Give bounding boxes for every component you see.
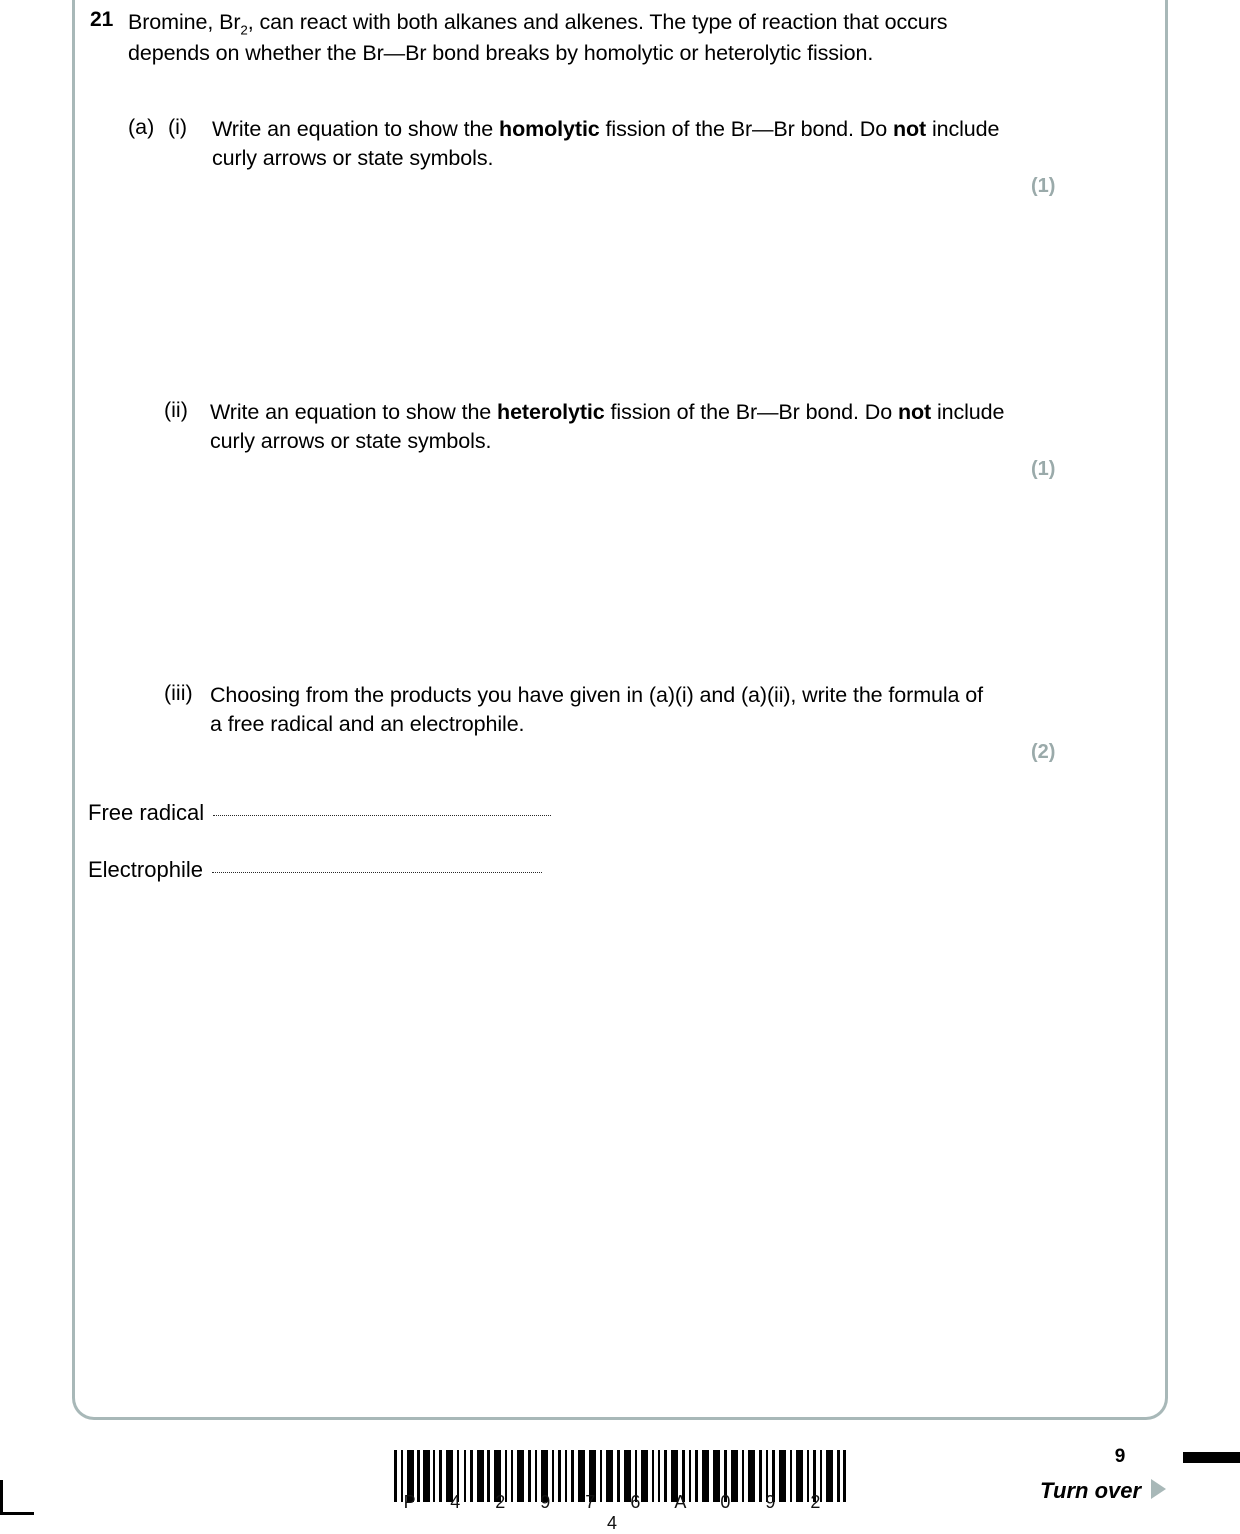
part-a-ii-text <box>210 398 1028 455</box>
part-label-a: (a) <box>128 115 155 139</box>
paii-t3: include curly arrows or state symbols. <box>210 400 1005 453</box>
paii-bold-heterolytic: heterolytic <box>497 400 605 424</box>
pai-t2: fission of the Br—Br bond. Do <box>599 117 893 141</box>
pai-bold-homolytic: homolytic <box>499 117 600 141</box>
question-21 <box>90 8 1240 68</box>
registration-bar-right <box>1183 1452 1240 1463</box>
answer-row-free-radical <box>88 800 551 826</box>
paii-t1: Write an equation to show the <box>210 400 498 424</box>
part-label-i: (i) <box>168 115 188 139</box>
part-label-iii: (iii) <box>164 681 193 705</box>
stem-text-2: , can react with both alkanes and alkenes. The type of reaction that occurs depends on whether the Br—Br bond breaks by homolytic or heterolytic fission. <box>128 10 948 66</box>
answer-input-free-radical[interactable] <box>213 815 551 816</box>
part-a-i-text <box>212 115 1024 172</box>
answer-label-electrophile: Electrophile <box>88 857 203 882</box>
pai-t3: include curly arrows or state symbols. <box>212 117 1000 170</box>
marks-a-ii: (1) <box>1031 458 1056 480</box>
answer-label-free-radical: Free radical <box>88 800 205 825</box>
part-a-ii <box>164 398 1034 455</box>
turn-over-text: Turn over <box>1040 1478 1142 1503</box>
turn-over-label <box>1040 1478 1166 1504</box>
paii-t2: fission of the Br—Br bond. Do <box>604 400 898 424</box>
registration-corner-vertical <box>0 1480 3 1515</box>
question-stem <box>128 8 1018 68</box>
frame-left-rule <box>72 0 75 60</box>
answer-input-electrophile[interactable] <box>212 872 542 873</box>
page-number: 9 <box>1114 1446 1126 1467</box>
pai-t1: Write an equation to show the <box>212 117 500 141</box>
paii-bold-not: not <box>897 400 932 424</box>
marks-a-iii: (2) <box>1031 741 1056 763</box>
part-label-ii: (ii) <box>164 398 188 422</box>
answer-row-electrophile <box>88 857 542 883</box>
registration-corner-horizontal <box>0 1512 34 1515</box>
part-a-iii-text: Choosing from the products you have given in (a)(i) and (a)(ii), write the formula of a free radical and an electrophile. <box>210 683 984 736</box>
part-a-iii <box>164 681 1034 738</box>
turn-over-arrow-icon <box>1151 1479 1166 1499</box>
barcode-digits: P 4 2 9 7 6 A 0 9 2 4 <box>403 1492 836 1533</box>
question-number: 21 <box>90 8 114 31</box>
part-a-i <box>128 115 1028 172</box>
stem-text-1: Bromine, Br <box>128 10 241 34</box>
pai-bold-not: not <box>892 117 927 141</box>
marks-a-i: (1) <box>1031 175 1056 197</box>
stem-subscript: 2 <box>240 22 248 38</box>
